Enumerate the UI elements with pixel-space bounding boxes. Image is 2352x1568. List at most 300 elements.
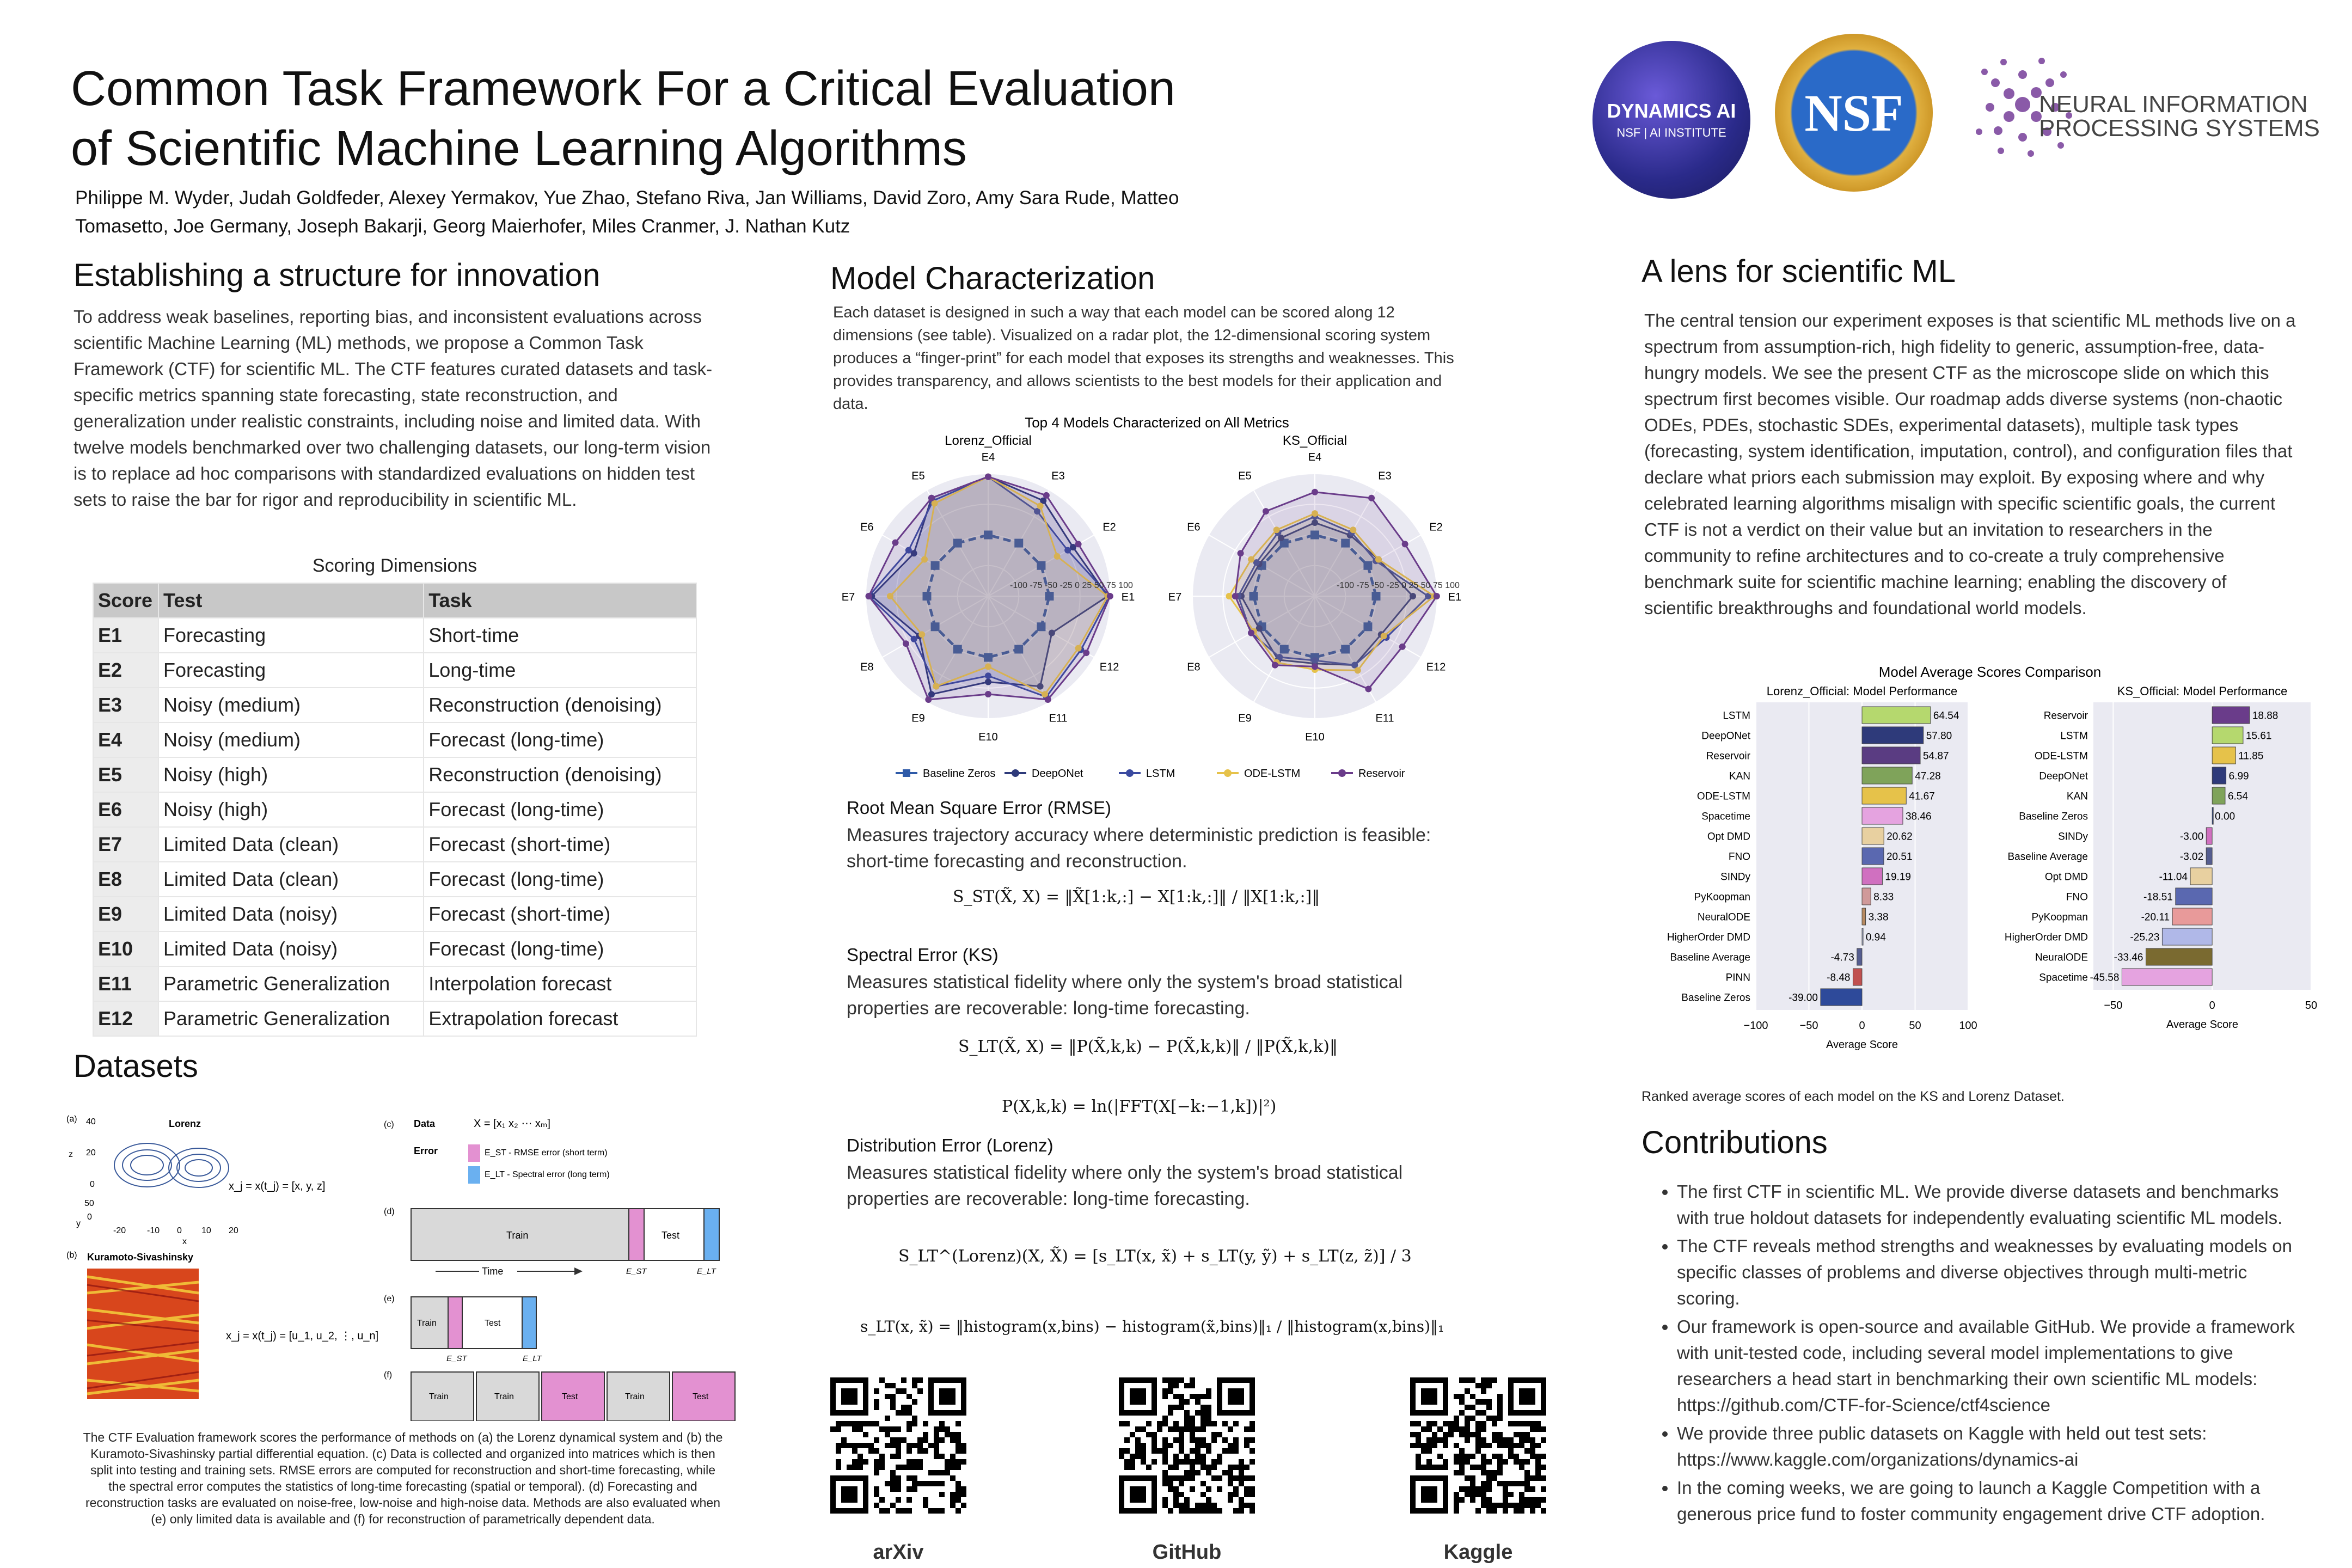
lorenz-metric-equation: S_LT^(Lorenz)(X, X̃) = [s_LT(x, x̃) + s_LT(y, ỹ) + s_LT(z, z̃)] / 3	[898, 1247, 1412, 1266]
bar-chart-title: Lorenz_Official: Model Performance	[1766, 684, 1958, 698]
bar	[1862, 767, 1912, 784]
lorenz-attractor-plot	[114, 1143, 229, 1187]
bar	[2206, 848, 2212, 865]
bar-category-label: Spacetime	[2039, 972, 2088, 984]
scoring-row	[93, 653, 696, 688]
bar-value-label: 57.80	[1926, 730, 1952, 742]
legend-marker	[1338, 769, 1346, 777]
panel-c-label: (c)	[384, 1120, 394, 1129]
radar-marker	[1402, 541, 1408, 547]
nsf-logo	[1775, 34, 1933, 192]
panel-e-elt-strip	[522, 1297, 536, 1349]
panel-d-est-strip	[629, 1209, 644, 1260]
scoring-row	[93, 618, 696, 653]
test-cell: Limited Data (noisy)	[158, 897, 424, 932]
task-cell: Reconstruction (denoising)	[424, 757, 696, 792]
qr-block-github[interactable]	[1119, 1377, 1255, 1564]
bar-value-label: 41.67	[1909, 791, 1935, 803]
radar-legend	[896, 768, 1405, 780]
bar	[1862, 928, 1863, 945]
score-cell: E6	[93, 792, 158, 827]
bar-x-tick: 0	[2209, 1000, 2215, 1012]
radar-marker	[1263, 508, 1269, 514]
bar	[1862, 807, 1903, 824]
radar-axis-label: E11	[1375, 712, 1394, 725]
bar-category-label: PyKoopman	[2031, 911, 2088, 923]
score-cell: E4	[93, 722, 158, 757]
task-cell: Forecast (long-time)	[424, 792, 696, 827]
bar	[2212, 807, 2213, 824]
panel-e-est-strip	[448, 1297, 462, 1349]
legend-marker	[1224, 769, 1232, 777]
qr-label: arXiv	[873, 1541, 924, 1564]
test-cell: Noisy (high)	[158, 757, 424, 792]
radar-axis-label: E4	[1308, 451, 1322, 463]
radar-ring-label: -100 -75 -50 -25 0 25 50 75 100	[1010, 581, 1133, 590]
bar-value-label: -3.02	[2179, 851, 2204, 863]
panel-d-est-label: E_ST	[626, 1267, 647, 1276]
bar-chart-title: KS_Official: Model Performance	[2117, 684, 2288, 698]
bar	[2212, 787, 2225, 804]
radar-marker	[892, 540, 899, 546]
ks-metric-equation: S_LT(X̃, X) = ‖P(X̃,k,k) − P(X̃,k,k)‖ / ‖P(X̃,k,k)‖	[958, 1037, 1338, 1056]
radar-marker	[1043, 492, 1050, 499]
bar-category-label: PyKoopman	[1694, 891, 1750, 903]
radar-ring-label: -100 -75 -50 -25 0 25 50 75 100	[1337, 581, 1460, 590]
scoring-table-header	[93, 583, 696, 618]
lorenz-x-axis: x	[182, 1237, 187, 1246]
score-cell: E12	[93, 1001, 158, 1036]
scoring-row	[93, 966, 696, 1001]
radar-marker	[1434, 593, 1440, 599]
scoring-row	[93, 1001, 696, 1036]
radar-marker	[925, 696, 932, 703]
test-cell: Forecasting	[158, 653, 424, 688]
ks-label: Kuramoto-Sivashinsky	[87, 1252, 194, 1263]
lorenz-y-axis: y	[76, 1219, 81, 1228]
contribution-item: • The first CTF in scientific ML. We provide diverse datasets and benchmarks with true holdout datasets for independently evaluating scientific ML models.	[1677, 1179, 2308, 1231]
lens-heading: A lens for scientific ML	[1641, 254, 1956, 289]
lorenz-metric-body: Measures statistical fidelity where only the system's broad statistical properties are recoverable: long-time forecasting.	[847, 1162, 1403, 1209]
radar-axis-label: E4	[981, 451, 995, 463]
task-cell: Forecast (long-time)	[424, 722, 696, 757]
bar-value-label: 0.00	[2215, 811, 2235, 823]
panel-d-test-label: Test	[661, 1230, 680, 1241]
qr-code-icon[interactable]	[1119, 1377, 1255, 1514]
col-header-task: Task	[424, 583, 696, 618]
ks-heatmap	[87, 1269, 199, 1399]
radar-axis-label: E8	[1187, 661, 1200, 673]
contribution-item: • Our framework is open-source and available GitHub. We provide a framework with unit-tested code, including several model implementations to give researchers a head start in benchmarking their own scientific ML models: https://github.com/CTF-for-Science/ctf4science	[1677, 1314, 2308, 1418]
bar	[2212, 707, 2250, 724]
est-swatch	[468, 1144, 480, 1162]
bar-value-label: 11.85	[2238, 750, 2264, 762]
panel-b-label: (b)	[66, 1251, 77, 1260]
bar-value-label: 6.54	[2227, 791, 2248, 803]
bar-value-label: 6.99	[2228, 770, 2249, 782]
bar	[1862, 828, 1884, 844]
dynamics-logo-line1: DYNAMICS AI	[1607, 100, 1736, 122]
test-cell: Limited Data (clean)	[158, 862, 424, 897]
bar-category-label: Opt DMD	[2044, 871, 2088, 883]
bar-x-tick: −50	[2104, 1000, 2123, 1012]
radar-marker	[985, 691, 991, 697]
test-cell: Parametric Generalization	[158, 966, 424, 1001]
bar-value-label: 8.33	[1873, 891, 1894, 903]
bar	[1862, 888, 1871, 905]
radar-lorenz	[842, 451, 1135, 743]
contributions-list	[1655, 1179, 2308, 1529]
radar-marker	[1107, 593, 1113, 599]
dynamics-logo-line2: NSF | AI INSTITUTE	[1616, 126, 1726, 139]
scoring-row	[93, 862, 696, 897]
datasets-caption: The CTF Evaluation framework scores the performance of methods on (a) the Lorenz dynamical system and (b) the Kuramoto-Sivashinsky partial differential equation. (c) Data is collected and organized into matrices which is then split into testing and training sets. RMSE errors are computed for reconstruction and short-time forecasting, while the spectral error computes the statistics of long-time forecasting (spatial or temporal). (d) Forecasting and reconstruction tasks are evaluated on noise-free, low-noise and high-noise data. Methods are also evaluated when (e) only limited data is available and (f) for reconstruction of parametrically dependent data.	[83, 1430, 723, 1526]
task-cell: Forecast (short-time)	[424, 827, 696, 862]
radar-marker	[1238, 550, 1244, 556]
test-cell: Forecasting	[158, 618, 424, 653]
scoring-row	[93, 827, 696, 862]
panel-e-elt-label: E_LT	[523, 1354, 542, 1363]
datasets-heading: Datasets	[74, 1049, 198, 1084]
bar-category-label: PINN	[1725, 972, 1750, 984]
panel-e-label: (e)	[384, 1294, 395, 1303]
score-cell: E7	[93, 827, 158, 862]
elt-swatch	[468, 1166, 480, 1184]
bar	[1857, 948, 1862, 965]
error-label: Error	[414, 1146, 438, 1156]
radar-ks	[1168, 451, 1461, 743]
radar-axis-label: E1	[1448, 591, 1462, 603]
bar-value-label: -39.00	[1788, 992, 1818, 1004]
panel-f-test-label-1: Test	[562, 1392, 578, 1401]
qr-label: GitHub	[1152, 1541, 1222, 1564]
lorenz-x-tick-2: -10	[147, 1226, 160, 1235]
contribution-item: • In the coming weeks, we are going to launch a Kaggle Competition with a generous price fund to foster community engagement drive CTF adoption.	[1677, 1475, 2308, 1527]
panel-e-test-label: Test	[485, 1319, 501, 1328]
test-cell: Noisy (medium)	[158, 688, 424, 722]
scoring-row	[93, 792, 696, 827]
radar-marker	[866, 593, 872, 599]
bar-x-tick: 50	[2305, 1000, 2318, 1012]
lorenz-x-tick-1: -20	[113, 1226, 126, 1235]
lorenz-z-tick-0: 0	[90, 1180, 95, 1189]
test-cell: Limited Data (clean)	[158, 827, 424, 862]
radar-axis-label: E12	[1099, 661, 1119, 673]
col-header-score: Score	[93, 583, 158, 618]
bar	[1862, 848, 1884, 865]
radar-marker	[1312, 663, 1318, 670]
radar-axis-label: E3	[1051, 470, 1065, 482]
qr-code-icon[interactable]	[830, 1377, 966, 1514]
lens-body: The central tension our experiment exposes is that scientific ML methods live on a spectrum from assumption-rich, high fidelity to generic, assumption-free, data-hungry models. We see the present CTF as the microscope slide on which this spectrum first becomes visible. Our roadmap adds diverse systems (non-chaotic ODEs, PDEs, stochastic SDEs, experimental datasets), multiple task types (forecasting, system identification, imputation, control), and configuration files that declare what priors each submission may exploit. By exposing where and why celebrated learning algorithms misalign with specific scientific goals, the current CTF is not a verdict on their value but an invitation to researchers in the community to refine architectures and to co-create a truly comprehensive benchmark suite for scientific machine learning; enabling the discovery of scientific breakthroughs and foundational world models.	[1644, 310, 2296, 618]
legend-marker	[1012, 769, 1019, 777]
contributions-heading: Contributions	[1641, 1125, 1828, 1160]
bar-x-tick: 50	[1909, 1020, 1921, 1032]
time-label: Time	[482, 1266, 504, 1277]
est-legend: E_ST - RMSE error (short term)	[485, 1148, 608, 1157]
bar	[1821, 989, 1862, 1006]
bar	[2190, 868, 2212, 885]
neurips-line2: PROCESSING SYSTEMS	[2039, 115, 2320, 142]
radar-axis-label: E5	[911, 470, 925, 482]
bar-category-label: KAN	[1729, 770, 1750, 782]
bar-value-label: -45.58	[2090, 972, 2120, 984]
bar-value-label: 18.88	[2252, 710, 2278, 722]
bar	[1862, 868, 1882, 885]
author-list: Philippe M. Wyder, Judah Goldfeder, Alexey Yermakov, Yue Zhao, Stefano Riva, Jan Williams, David Zoro, Amy Sara Rude, Matteo Tomasetto, Joe Germany, Joseph Bakarji, Georg Maierhofer, Miles Cranmer, J. Nathan Kutz	[75, 187, 1179, 237]
radar-axis-label: E1	[1121, 591, 1135, 603]
task-cell: Short-time	[424, 618, 696, 653]
bar	[1853, 969, 1862, 985]
radar-marker	[1399, 644, 1406, 650]
bar-category-label: KAN	[2066, 791, 2088, 803]
lorenz-z-tick-40: 40	[86, 1117, 96, 1126]
legend-label: Reservoir	[1358, 768, 1405, 780]
contribution-item: • We provide three public datasets on Kaggle with held out test sets: https://www.kaggle.com/organizations/dynamics-ai	[1677, 1420, 2308, 1473]
bar-caption: Ranked average scores of each model on the KS and Lorenz Dataset.	[1641, 1089, 2065, 1104]
bar-category-label: SINDy	[2058, 831, 2088, 843]
radar-axis-label: E8	[860, 661, 874, 673]
task-cell: Reconstruction (denoising)	[424, 688, 696, 722]
bar-category-label: HigherOrder DMD	[1667, 932, 1750, 944]
radar-marker	[1075, 541, 1082, 547]
lorenz-x-tick-3: 0	[177, 1226, 182, 1235]
legend-label: ODE-LSTM	[1244, 768, 1301, 780]
bar-x-tick: 100	[1959, 1020, 1977, 1032]
score-cell: E11	[93, 966, 158, 1001]
bar	[2146, 948, 2213, 965]
nsf-logo-text: NSF	[1804, 83, 1903, 142]
radar-marker	[1045, 696, 1051, 703]
bar-figure-title: Model Average Scores Comparison	[1878, 664, 2102, 680]
legend-label: Baseline Zeros	[923, 768, 996, 780]
bar-x-tick: 0	[1859, 1020, 1865, 1032]
ks-metric-title: Spectral Error (KS)	[847, 945, 999, 965]
bar-category-label: Reservoir	[1706, 750, 1750, 762]
radar-marker	[1083, 650, 1089, 656]
qr-block-arxiv[interactable]	[830, 1377, 966, 1564]
poster-title	[71, 59, 1541, 179]
bar-chart-ks	[2005, 684, 2317, 1031]
scoring-row	[93, 722, 696, 757]
bar-value-label: 3.38	[1868, 911, 1889, 923]
lorenz-y-tick-50: 50	[84, 1199, 94, 1208]
bar-value-label: -4.73	[1830, 952, 1854, 964]
bar-category-label: ODE-LSTM	[2034, 750, 2088, 762]
bar	[2172, 908, 2212, 925]
panel-e-est-label: E_ST	[446, 1354, 467, 1363]
task-cell: Long-time	[424, 653, 696, 688]
bar	[2122, 969, 2212, 985]
radar-axis-label: E10	[978, 731, 998, 743]
panel-e-train-label: Train	[417, 1319, 437, 1328]
bar-x-label: Average Score	[1826, 1039, 1898, 1051]
bar-value-label: 20.62	[1886, 831, 1913, 843]
bar-value-label: 47.28	[1915, 770, 1941, 782]
panel-d-train-label: Train	[506, 1230, 529, 1241]
score-cell: E5	[93, 757, 158, 792]
bar-value-label: -11.04	[2159, 871, 2188, 883]
scoring-row	[93, 757, 696, 792]
radar-marker	[1248, 630, 1254, 636]
bar-category-label: Baseline Average	[2007, 851, 2088, 863]
radar-marker	[1232, 593, 1239, 599]
radar-axis-label: E2	[1102, 521, 1116, 534]
dynamics-ai-logo	[1592, 41, 1750, 199]
score-cell: E1	[93, 618, 158, 653]
structure-heading: Establishing a structure for innovation	[74, 258, 601, 293]
scoring-row	[93, 897, 696, 932]
radar-marker	[1226, 593, 1233, 599]
neurips-logo	[1971, 50, 2325, 159]
panel-d-elt-strip	[704, 1209, 719, 1260]
bar-chart-lorenz	[1667, 684, 1977, 1051]
score-cell: E3	[93, 688, 158, 722]
panel-a-label: (a)	[66, 1114, 77, 1124]
bar-category-label: ODE-LSTM	[1696, 791, 1750, 803]
score-cell: E10	[93, 932, 158, 966]
ks-equation: x_j = x(t_j) = [u_1, u_2, ⋮, u_n]	[226, 1330, 379, 1342]
bar-category-label: NeuralODE	[1697, 911, 1750, 923]
bar-category-label: HigherOrder DMD	[2004, 932, 2088, 944]
radar-figure	[825, 411, 1489, 787]
test-cell: Limited Data (noisy)	[158, 932, 424, 966]
title-line-2: of Scientific Machine Learning Algorithms	[71, 121, 967, 176]
bar-category-label: NeuralODE	[2035, 952, 2088, 964]
bar-category-label: LSTM	[1723, 710, 1750, 722]
lorenz-label: Lorenz	[169, 1118, 201, 1129]
radar-axis-label: E3	[1378, 470, 1392, 482]
bar	[1862, 787, 1906, 804]
bar-value-label: -20.11	[2141, 911, 2170, 923]
panel-f-test-label-2: Test	[693, 1392, 709, 1401]
bar	[1862, 707, 1931, 724]
bar-value-label: 19.19	[1885, 871, 1911, 883]
panel-f-train-label-3: Train	[625, 1392, 645, 1401]
radar-axis-label: E5	[1238, 470, 1252, 482]
radar-axis-label: E11	[1049, 712, 1068, 725]
radar-marker	[1272, 662, 1278, 669]
panel-d-label: (d)	[384, 1207, 395, 1216]
radar-right-title: KS_Official	[1282, 433, 1347, 448]
scoring-row	[93, 688, 696, 722]
radar-axis-label: E6	[1187, 521, 1200, 534]
bar-value-label: 15.61	[2245, 730, 2272, 742]
scoring-table-body	[93, 618, 696, 1036]
bar	[1862, 747, 1920, 764]
qr-block-kaggle[interactable]	[1410, 1377, 1546, 1564]
legend-marker	[1126, 769, 1134, 777]
bar	[2212, 727, 2243, 744]
score-cell: E2	[93, 653, 158, 688]
panel-f-label: (f)	[384, 1370, 393, 1380]
scoring-row	[93, 932, 696, 966]
radar-axis-label: E12	[1426, 661, 1446, 673]
score-cell: E9	[93, 897, 158, 932]
radar-axis-label: E10	[1305, 731, 1325, 743]
lorenz-z-tick-20: 20	[86, 1148, 96, 1157]
bar-value-label: 0.94	[1865, 932, 1886, 944]
bar	[1862, 727, 1924, 744]
bar-figure	[1644, 661, 2341, 1092]
bar-category-label: SINDy	[1720, 871, 1750, 883]
radar-axis-label: E6	[860, 521, 874, 534]
bar-category-label: Baseline Zeros	[2019, 811, 2088, 823]
lorenz-equation: x_j = x(t_j) = [x, y, z]	[229, 1180, 326, 1192]
panel-d-elt-label: E_LT	[697, 1267, 716, 1276]
time-arrow-head	[574, 1267, 583, 1275]
neurips-logo-text	[2039, 93, 2320, 140]
radar-marker	[1312, 489, 1318, 495]
data-label: Data	[414, 1118, 436, 1129]
bar-category-label: Opt DMD	[1707, 831, 1750, 843]
bar-category-label: Reservoir	[2043, 710, 2088, 722]
lorenz-x-tick-5: 20	[229, 1226, 238, 1235]
qr-label: Kaggle	[1443, 1541, 1513, 1564]
scoring-table	[93, 583, 697, 1037]
elt-legend: E_LT - Spectral error (long term)	[485, 1170, 610, 1179]
radar-marker	[903, 640, 909, 647]
bar-category-label: Baseline Zeros	[1681, 992, 1750, 1004]
bar	[2162, 928, 2212, 945]
rmse-equation: S_ST(X̃, X) = ‖X̃[1:k,:] − X[1:k,:]‖ / ‖X[1:k,:]‖	[953, 887, 1320, 906]
bar-x-tick: −50	[1799, 1020, 1818, 1032]
bar	[2212, 747, 2235, 764]
bar-value-label: -3.00	[2179, 831, 2204, 843]
model-char-body: Each dataset is designed in such a way that each model can be scored along 12 dimensions (see table). Visualized on a radar plot, the 12-dimensional scoring system produces a “finger-print” for each model that exposes its strengths and weaknesses. This provides transparency, and allows scientists to the best models for their application and data.	[833, 304, 1454, 413]
radar-left-title: Lorenz_Official	[945, 433, 1032, 448]
score-cell: E8	[93, 862, 158, 897]
ks-metric-body: Measures statistical fidelity where only the system's broad statistical properties are recoverable: long-time forecasting.	[847, 972, 1403, 1019]
bar-value-label: -18.51	[2143, 891, 2173, 903]
qr-code-icon[interactable]	[1410, 1377, 1546, 1514]
bar-value-label: 38.46	[1905, 811, 1932, 823]
legend-label: DeepONet	[1032, 768, 1083, 780]
bar	[1862, 908, 1866, 925]
lorenz-y-tick-0: 0	[87, 1212, 92, 1222]
bar-category-label: FNO	[1728, 851, 1750, 863]
radar-axis-label: E7	[1168, 591, 1182, 603]
lorenz-z-axis: z	[69, 1150, 73, 1159]
legend-label: LSTM	[1146, 768, 1175, 780]
radar-marker	[1365, 685, 1371, 692]
bar-category-label: DeepONet	[1701, 730, 1750, 742]
radar-figure-title: Top 4 Models Characterized on All Metrics	[1025, 414, 1289, 431]
test-cell: Parametric Generalization	[158, 1001, 424, 1036]
radar-marker	[985, 474, 991, 480]
bar-value-label: 54.87	[1922, 750, 1949, 762]
bar	[2212, 767, 2226, 784]
test-cell: Noisy (high)	[158, 792, 424, 827]
bar-category-label: Baseline Average	[1670, 952, 1750, 964]
title-line-1: Common Task Framework For a Critical Evaluation	[71, 62, 1175, 116]
lorenz-metric-equation-2: s_LT(x, x̃) = ‖histogram(x,bins) − histogram(x̃,bins)‖₁ / ‖histogram(x,bins)‖₁	[860, 1318, 1444, 1336]
datasets-figure	[65, 1105, 740, 1421]
bar-value-label: 64.54	[1933, 710, 1959, 722]
bar	[2206, 828, 2212, 844]
radar-axis-label: E7	[841, 591, 855, 603]
task-cell: Forecast (long-time)	[424, 862, 696, 897]
radar-marker	[1368, 495, 1375, 501]
task-cell: Extrapolation forecast	[424, 1001, 696, 1036]
bar-value-label: 20.51	[1886, 851, 1913, 863]
bar	[2176, 888, 2212, 905]
contribution-item: • The CTF reveals method strengths and weaknesses by evaluating models on specific classes of problems and diverse objectives through multi-metric scoring.	[1677, 1233, 2308, 1312]
lorenz-x-tick-4: 10	[201, 1226, 211, 1235]
radar-marker	[928, 495, 935, 501]
structure-body: To address weak baselines, reporting bias, and inconsistent evaluations across scientific Machine Learning (ML) methods, we propose a Common Task Framework (CTF) for scientific ML. The CTF features curated datasets and task-specific metrics spanning state forecasting, state reconstruction, and generalization under realistic constraints, including noise and limited data. With twelve models benchmarked over two challenging datasets, our long-term vision is to replace ad hoc comparisons with standardized evaluations on hidden test sets to raise the bar for rigor and reproducibility in scientific ML.	[74, 307, 713, 510]
bar-plot-background	[2093, 702, 2311, 990]
